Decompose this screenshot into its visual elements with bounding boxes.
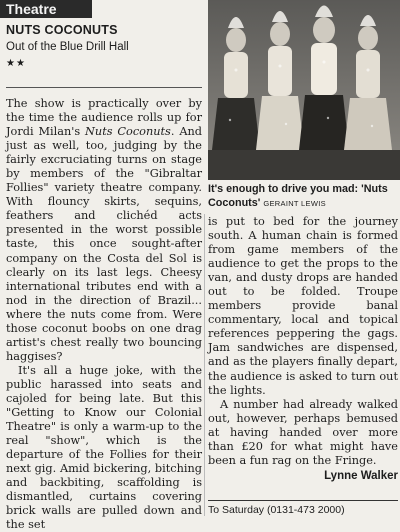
left-column	[6, 22, 202, 532]
review-body-left	[6, 97, 202, 532]
show-title: NUTS COCONUTS	[6, 23, 118, 37]
column-divider	[204, 214, 205, 516]
photo-caption	[208, 182, 398, 211]
section-label: Theatre	[0, 0, 92, 18]
paragraph-3: is put to bed for the journey south. A human chain is formed from game members of the audience to get the props to the van, and dusty drops are handed out to be folded. Troupe members provide banal commentary, local and topical references peppering the gags. Jam sandwiches are dispensed, and as the players finally depart, the audience is asked to turn out the lights.	[208, 215, 398, 397]
byline: Lynne Walker	[324, 469, 398, 482]
paragraph-4: A number had already walked out, however, perhaps bemused at having handed over more than £20 for what might have been a fun rag on the Fringe.	[208, 397, 398, 467]
paragraph-1: The show is practically over by the time the audience rolls up for Jordi Milan's Nuts Coconuts. And just as well, too, judging by the fairly excruciating turns on stage by members of the "Gibraltar Follies" variety theatre company. With flouncy skirts, sequins, feathers and clichéd acts presented in the worst possible taste, this once sought-after company on the Costa del Sol is clearly on its last legs. Cheesy international tributes end with a nod in the direction of Brazil... where the nuts come from. Were those coconut boobs on one drag artist's chest really two bouncing haggises?	[6, 97, 202, 363]
show-name-italic: Nuts Coconuts	[85, 125, 171, 139]
title-rule	[6, 87, 202, 88]
footer-rule	[208, 500, 398, 501]
right-column	[208, 215, 398, 482]
caption-text: It's enough to drive you mad: 'Nuts Coconuts'	[208, 183, 388, 209]
photo-credit: GERAINT LEWIS	[263, 199, 326, 208]
paragraph-2: It's all a huge joke, with the public harassed into seats and cajoled for being late. But this "Getting to Know our Colonial Theatre" is only a warm-up to the real "show", which is the departure of the Follies for their next gig. Amid bickering, bitching and backbiting, scaffolding is dismantled, curtains covering brick walls are pulled down and the set	[6, 363, 202, 532]
production-photo	[208, 0, 400, 180]
review-body-right	[208, 215, 398, 468]
star-rating: ★★	[6, 58, 26, 69]
photo-image	[208, 0, 400, 180]
venue: Out of the Blue Drill Hall	[6, 41, 129, 53]
listing-info: To Saturday (0131-473 2000)	[208, 504, 345, 516]
